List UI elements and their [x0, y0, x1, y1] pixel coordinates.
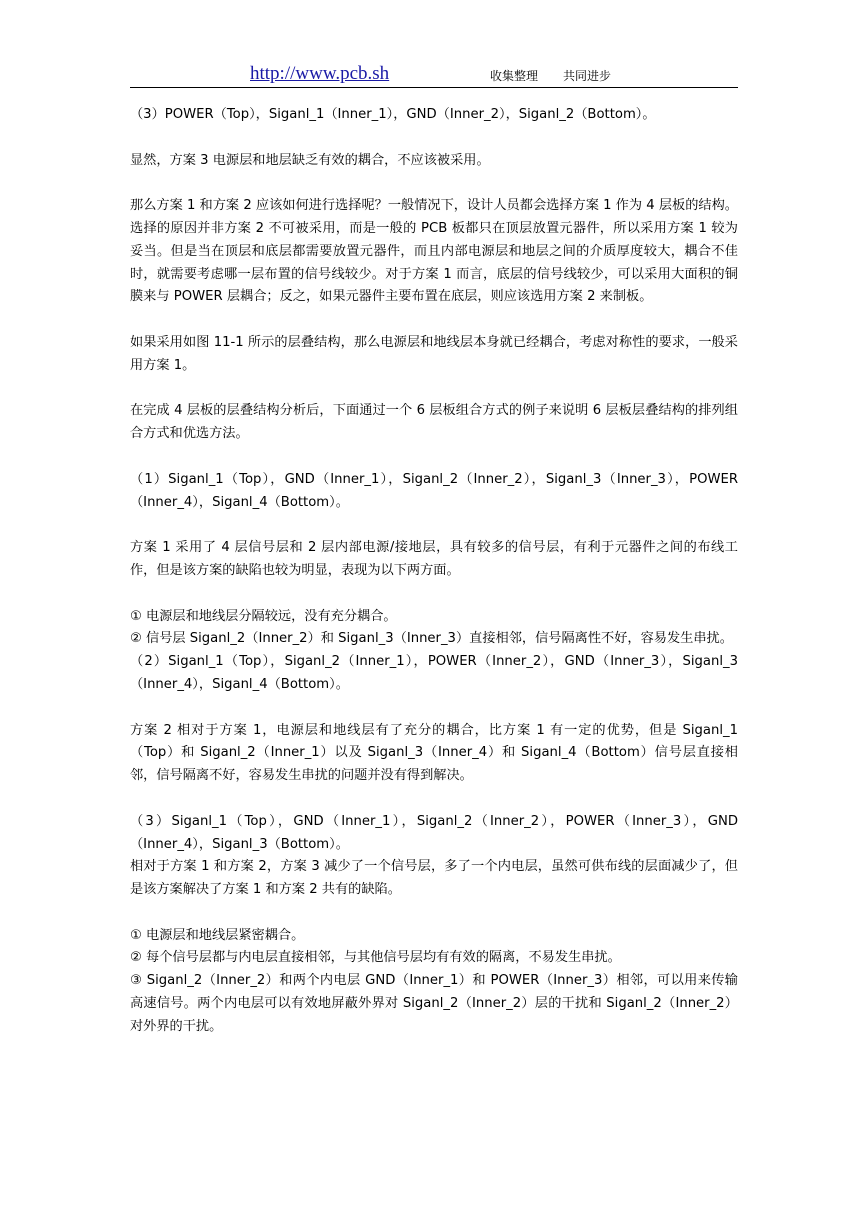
document-body: [130, 104, 738, 1039]
paragraph-choose-scheme: 那么方案 1 和方案 2 应该如何进行选择呢？一般情况下，设计人员都会选择方案 1 作为 4 层板的结构。选择的原因并非方案 2 不可被采用，而是一般的 PCB 板都只在顶层放置元器件，所以采用方案 1 较为妥当。但是当在顶层和底层都需要放置元器件，而且内部电源层和地层之间的介质厚度较大，耦合不佳时，就需要考虑哪一层布置的信号线较少。对于方案 1 而言，底层的信号线较少，可以采用大面积的铜膜来与 POWER 层耦合；反之，如果元器件主要布置在底层，则应该选用方案 2 来制板。: [130, 198, 738, 305]
paragraph-scheme1-analysis: 方案 1 采用了 4 层信号层和 2 层内部电源/接地层，具有较多的信号层，有利于元器件之间的布线工作，但是该方案的缺陷也较为明显，表现为以下两方面。: [130, 540, 738, 578]
list-item-scheme1-defect2: ② 信号层 Siganl_2（Inner_2）和 Siganl_3（Inner_3）直接相邻，信号隔离性不好，容易发生串扰。: [130, 631, 733, 647]
list-item-scheme3-merit2: ② 每个信号层都与内电层直接相邻，与其他信号层均有有效的隔离，不易发生串扰。: [130, 950, 621, 966]
paragraph-6layer-scheme1: （1）Siganl_1（Top），GND（Inner_1），Siganl_2（Inner_2），Siganl_3（Inner_3），POWER（Inner_4），Siganl_4（Bottom）。: [130, 471, 738, 510]
header-tag-collect: 收集整理: [490, 69, 539, 83]
paragraph-scheme3-conclusion: 显然，方案 3 电源层和地层缺乏有效的耦合，不应该被采用。: [130, 152, 490, 168]
list-item-scheme1-defect1: ① 电源层和地线层分隔较远，没有充分耦合。: [130, 608, 397, 624]
header-url-link[interactable]: http://www.pcb.sh: [250, 63, 390, 84]
paragraph-scheme3-analysis: 相对于方案 1 和方案 2，方案 3 减少了一个信号层，多了一个内电层，虽然可供布线的层面减少了，但是该方案解决了方案 1 和方案 2 共有的缺陷。: [130, 859, 738, 898]
paragraph-6layer-scheme3: （3）Siganl_1（Top），GND（Inner_1），Siganl_2（Inner_2），POWER（Inner_3），GND（Inner_4），Siganl_3（Bottom）。: [130, 813, 738, 852]
list-item-scheme3-merit3: ③ Siganl_2（Inner_2）和两个内电层 GND（Inner_1）和 POWER（Inner_3）相邻，可以用来传输高速信号。两个内电层可以有效地屏蔽外界对 Siganl_2（Inner_2）层的干扰和 Siganl_2（Inner_2）对外界的干扰。: [130, 973, 738, 1034]
paragraph-6layer-scheme2: （2）Siganl_1（Top），Siganl_2（Inner_1），POWER（Inner_2），GND（Inner_3），Siganl_3（Inner_4），Siganl_4（Bottom）。: [130, 654, 738, 692]
paragraph-6layer-intro: 在完成 4 层板的层叠结构分析后，下面通过一个 6 层板组合方式的例子来说明 6 层板层叠结构的排列组合方式和优选方法。: [130, 403, 738, 442]
paragraph-scheme3-4layer: （3）POWER（Top），Siganl_1（Inner_1），GND（Inner_2），Siganl_2（Bottom）。: [130, 107, 656, 122]
paragraph-symmetry: 如果采用如图 11-1 所示的层叠结构，那么电源层和地线层本身就已经耦合，考虑对称性的要求，一般采用方案 1。: [130, 334, 738, 373]
header-tag-progress: 共同进步: [563, 69, 612, 83]
list-item-scheme3-merit1: ① 电源层和地线层紧密耦合。: [130, 927, 305, 943]
page-header: [130, 60, 738, 88]
paragraph-scheme2-analysis: 方案 2 相对于方案 1，电源层和地线层有了充分的耦合，比方案 1 有一定的优势，但是 Siganl_1（Top）和 Siganl_2（Inner_1）以及 Siganl_3（Inner_4）和 Siganl_4（Bottom）信号层直接相邻，信号隔离不好，容易发生串扰的问题并没有得到解决。: [130, 722, 738, 784]
